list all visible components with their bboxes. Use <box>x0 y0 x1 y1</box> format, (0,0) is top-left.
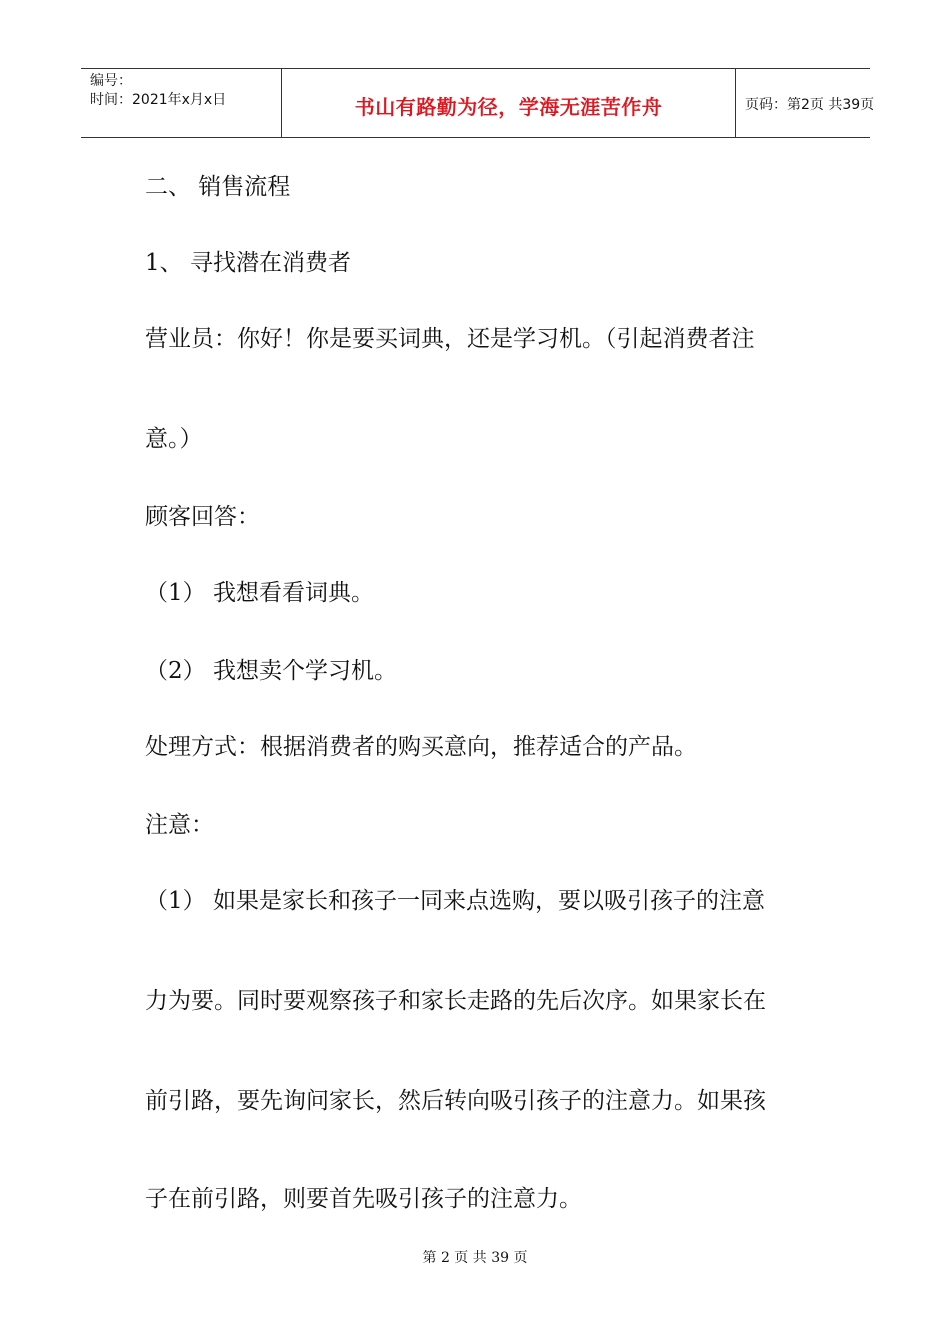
section-title: 二、 销售流程 <box>145 174 291 200</box>
document-header <box>81 68 875 138</box>
list-item: （1） 我想看看词典。 <box>145 580 374 606</box>
date-label: 时间：2021年x月x日 <box>90 92 227 108</box>
paragraph-line: 子在前引路，则要首先吸引孩子的注意力。 <box>145 1186 582 1212</box>
list-item: （2） 我想卖个学习机。 <box>145 658 397 684</box>
paragraph-line: 营业员：你好！你是要买词典，还是学习机。（引起消费者注 <box>145 326 755 352</box>
list-item: （1） 如果是家长和孩子一同来点选购，要以吸引孩子的注意 <box>145 888 765 914</box>
paragraph-line: 顾客回答： <box>145 504 260 530</box>
paragraph-line: 处理方式：根据消费者的购买意向，推荐适合的产品。 <box>145 734 697 760</box>
page-code: 页码：第2页 共39页 <box>745 97 875 113</box>
header-meta-cell <box>81 69 281 137</box>
step-heading: 1、 寻找潜在消费者 <box>145 250 351 276</box>
page-footer: 第 2 页 共 39 页 <box>422 1250 528 1266</box>
serial-number-label: 编号： <box>90 73 132 89</box>
header-page-cell <box>735 69 875 137</box>
motto-text: 书山有路勤为径，学海无涯苦作舟 <box>354 95 663 119</box>
paragraph-line: 力为要。同时要观察孩子和家长走路的先后次序。如果家长在 <box>145 988 766 1014</box>
paragraph-line: 意。） <box>145 426 203 452</box>
paragraph-line: 前引路，要先询问家长，然后转向吸引孩子的注意力。如果孩 <box>145 1088 766 1114</box>
header-motto-cell <box>281 69 736 137</box>
paragraph-line: 注意： <box>145 812 214 838</box>
